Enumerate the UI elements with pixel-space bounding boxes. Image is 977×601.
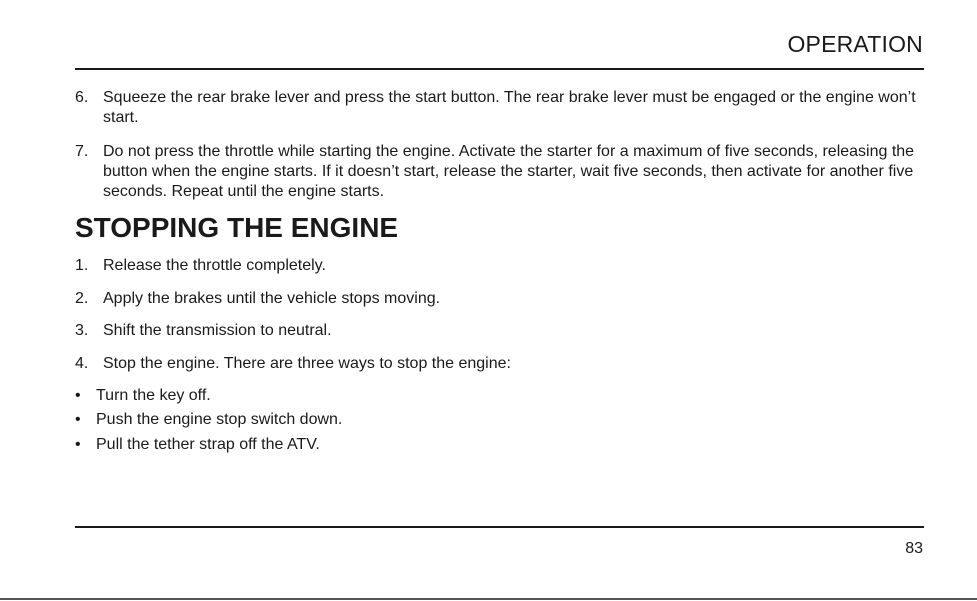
step-number: 4. bbox=[75, 355, 89, 372]
section-heading: STOPPING THE ENGINE bbox=[75, 212, 399, 243]
step-number: 3. bbox=[75, 322, 89, 339]
step-number: 1. bbox=[75, 257, 89, 274]
step-number: 7. bbox=[75, 143, 89, 160]
page-header-title: OPERATION bbox=[787, 31, 923, 57]
step-text: Shift the transmission to neutral. bbox=[103, 322, 332, 339]
header-rule bbox=[75, 68, 924, 70]
stopping-step-2 bbox=[75, 289, 925, 309]
step-text: Stop the engine. There are three ways to stop the engine: bbox=[103, 355, 511, 372]
footer-rule bbox=[75, 526, 924, 528]
starting-step-6 bbox=[75, 88, 925, 128]
bullet-item bbox=[75, 410, 342, 430]
bullet-dot: • bbox=[75, 411, 81, 428]
bullet-text: Push the engine stop switch down. bbox=[96, 411, 343, 428]
bullet-dot: • bbox=[75, 387, 81, 404]
starting-step-7 bbox=[75, 142, 925, 202]
stopping-step-4 bbox=[75, 354, 925, 374]
page-bottom-edge bbox=[0, 598, 977, 600]
step-text: Release the throttle completely. bbox=[103, 257, 326, 274]
bullet-item bbox=[75, 435, 320, 455]
bullet-text: Pull the tether strap off the ATV. bbox=[96, 436, 320, 453]
step-text: Apply the brakes until the vehicle stops moving. bbox=[103, 290, 441, 307]
stopping-step-3 bbox=[75, 321, 925, 341]
step-number: 6. bbox=[75, 89, 89, 106]
page-number: 83 bbox=[905, 540, 923, 557]
stopping-step-1 bbox=[75, 256, 925, 276]
step-text: Squeeze the rear brake lever and press the start button. The rear brake lever must be engaged or the engine won’t start. bbox=[103, 89, 916, 126]
step-number: 2. bbox=[75, 290, 89, 307]
bullet-dot: • bbox=[75, 436, 81, 453]
bullet-item bbox=[75, 386, 211, 406]
step-text: Do not press the throttle while starting the engine. Activate the starter for a maximum of five seconds, releasing the button when the engine starts. If it doesn’t start, release the starter, wait five seconds, then activate for another five seconds. Repeat until the engine starts. bbox=[103, 143, 915, 200]
bullet-text: Turn the key off. bbox=[96, 387, 211, 404]
